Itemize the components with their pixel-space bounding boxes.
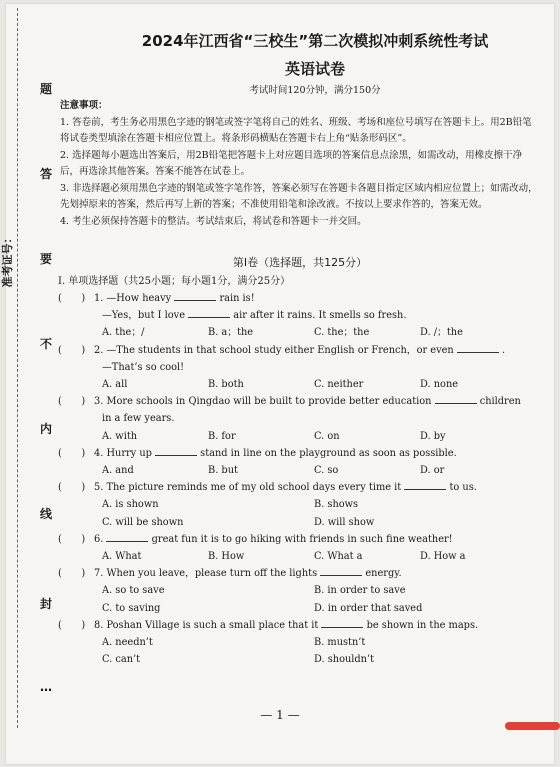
question-stem: 3. More schools in Qingdao will be built to provide better education <box>94 396 432 408</box>
question-stem: 4. Hurry up <box>94 447 152 459</box>
answer-option[interactable]: A. and <box>102 465 134 477</box>
seal-char: 要 <box>39 252 52 266</box>
answer-option[interactable]: B. both <box>208 379 244 391</box>
answer-option[interactable]: B. but <box>208 465 238 477</box>
question-item <box>58 531 540 565</box>
answer-option[interactable]: D. How a <box>420 551 466 563</box>
answer-blank <box>155 445 197 456</box>
answer-paren[interactable]: ( ) <box>58 293 86 304</box>
question-stem-rest: be shown in the maps. <box>366 619 479 631</box>
answer-blank <box>435 393 477 404</box>
exam-id-label: 准考证号： <box>1 232 14 288</box>
answer-blank <box>188 307 230 318</box>
answer-option[interactable]: C. the；the <box>314 327 370 339</box>
question-stem-rest: rain is! <box>219 293 255 304</box>
answer-blank <box>457 342 499 353</box>
answer-option[interactable]: C. will be shown <box>102 516 184 528</box>
answer-blank <box>404 479 446 490</box>
question-stem: 2. —The students in that school study either English or French，or even <box>94 344 454 356</box>
answer-option[interactable]: B. for <box>208 430 236 442</box>
answer-option[interactable]: D. in order that saved <box>314 602 423 614</box>
red-marker <box>505 722 560 730</box>
answer-option[interactable]: A. so to save <box>102 585 165 597</box>
seal-char: 封 <box>39 597 52 611</box>
question-continuation: —That’s so cool! <box>102 361 185 373</box>
answer-option[interactable]: C. on <box>314 430 340 442</box>
answer-option[interactable]: D. shouldn’t <box>314 654 375 666</box>
notice-item: 3. 非选择题必须用黑色字迹的钢笔或签字笔作答，答案必须写在答题卡各题目指定区域内相应位置上；如需改动，先划掉原来的答案，然后再写上新的答案；不准使用铅笔和涂改液。不按以上要求作答的，答案无效。 <box>60 182 538 210</box>
question-item <box>58 290 540 342</box>
question-stem-rest: great fun it is to go hiking with friends in such fine weather! <box>151 533 453 545</box>
question-item <box>58 479 540 531</box>
seal-char: 题 <box>39 82 52 96</box>
question-stem-rest: to us. <box>449 482 477 494</box>
answer-option[interactable]: C. to saving <box>102 602 161 614</box>
question-stem-rest: stand in line on the playground as soon as possible. <box>200 447 457 459</box>
question-stem: 1. —How heavy <box>94 293 172 304</box>
answer-paren[interactable]: ( ) <box>58 568 86 580</box>
question-item <box>58 445 540 479</box>
answer-option[interactable]: C. neither <box>314 379 364 391</box>
notice-item: 2. 选择题每小题选出答案后，用2B铅笔把答题卡上对应题目选项的答案信息点涂黑，如需改动，用橡皮擦干净后，再选涂其他答案。答案不能答在试卷上。 <box>60 149 523 177</box>
question-stem-rest: children <box>479 396 521 408</box>
question-item <box>58 393 540 445</box>
answer-option[interactable]: C. What a <box>314 551 363 563</box>
binding-line <box>17 8 19 728</box>
question-list <box>58 290 540 668</box>
part-title: 第Ⅰ卷（选择题，共125分） <box>232 256 368 269</box>
answer-option[interactable]: D. will show <box>314 516 375 528</box>
answer-option[interactable]: D. none <box>420 379 459 391</box>
answer-option[interactable]: B. How <box>208 551 245 563</box>
notice-item: 1. 答卷前，考生务必用黑色字迹的钢笔或签字笔将自己的姓名、班级、考场和座位号填写在答题卡上。用2B铅笔将试卷类型填涂在答题卡相应位置上。将条形码横贴在答题卡右上角“贴条形码区”。 <box>60 116 532 144</box>
answer-option[interactable]: B. mustn’t <box>314 637 366 649</box>
seal-char: 答 <box>39 167 52 181</box>
question-stem: 6. <box>94 533 104 545</box>
answer-paren[interactable]: ( ) <box>58 619 86 631</box>
answer-paren[interactable]: ( ) <box>58 482 86 494</box>
answer-option[interactable]: A. is shown <box>102 499 159 511</box>
question-continuation: —Yes，but I love <box>102 310 186 322</box>
seal-char: 线 <box>39 507 52 521</box>
question-stem-rest: energy. <box>365 568 402 580</box>
seal-char: 不 <box>39 337 52 351</box>
exam-subtitle: 英语试卷 <box>284 60 345 78</box>
answer-option[interactable]: A. needn’t <box>102 637 153 649</box>
answer-paren[interactable]: ( ) <box>58 533 86 545</box>
question-continuation: in a few years. <box>102 413 175 425</box>
question-continuation-rest: air after it rains. It smells so fresh. <box>233 310 407 322</box>
answer-option[interactable]: C. can’t <box>102 654 141 666</box>
notice-heading: 注意事项： <box>60 100 108 111</box>
answer-blank <box>106 531 148 542</box>
notice-item: 4. 考生必须保持答题卡的整洁。考试结束后，将试卷和答题卡一并交回。 <box>60 215 367 227</box>
answer-blank <box>174 290 216 301</box>
answer-option[interactable]: B. a；the <box>208 327 254 339</box>
question-stem: 8. Poshan Village is such a small place that it <box>94 619 319 631</box>
answer-blank <box>320 565 362 576</box>
answer-option[interactable]: D. or <box>420 465 445 477</box>
answer-option[interactable]: B. in order to save <box>314 585 406 597</box>
answer-option[interactable]: D. by <box>420 430 446 442</box>
answer-option[interactable]: C. so <box>314 465 339 477</box>
question-stem: 7. When you leave，please turn off the lights <box>94 568 318 580</box>
answer-option[interactable]: B. shows <box>314 499 359 511</box>
answer-paren[interactable]: ( ) <box>58 344 86 356</box>
answer-option[interactable]: A. What <box>102 551 142 563</box>
answer-blank <box>321 617 363 628</box>
section-heading: Ⅰ. 单项选择题（共25小题；每小题1分，满分25分） <box>58 276 291 287</box>
answer-option[interactable]: A. the；/ <box>102 327 145 339</box>
notice-block <box>60 98 538 230</box>
answer-option[interactable]: D. /；the <box>420 327 463 339</box>
page-number: — 1 — <box>260 708 300 722</box>
seal-char: 内 <box>39 422 52 436</box>
question-item <box>58 565 540 617</box>
exam-title: 2024年江西省“三校生”第二次模拟冲刺系统性考试 <box>141 32 489 50</box>
question-stem: 5. The picture reminds me of my old school days every time it <box>94 482 402 494</box>
question-item <box>58 342 540 394</box>
seal-char: … <box>40 680 52 694</box>
question-item <box>58 617 540 669</box>
answer-paren[interactable]: ( ) <box>58 447 86 459</box>
question-stem-rest: . <box>502 344 506 356</box>
answer-option[interactable]: A. with <box>102 430 138 442</box>
answer-option[interactable]: A. all <box>102 379 128 391</box>
answer-paren[interactable]: ( ) <box>58 396 86 408</box>
exam-info: 考试时间120分钟，满分150分 <box>249 85 381 96</box>
